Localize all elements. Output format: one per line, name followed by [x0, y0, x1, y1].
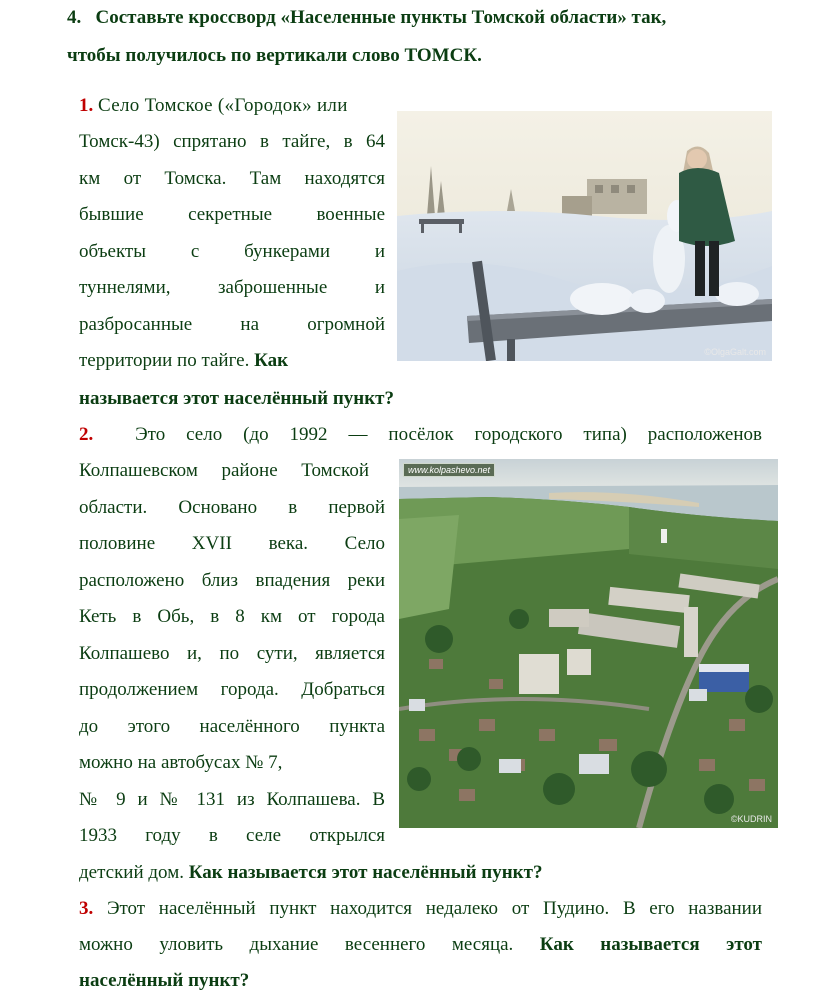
q1-line-7-text: территории по тайге. [79, 350, 255, 371]
q2-line-first [79, 423, 762, 447]
q3-number: 3. [79, 898, 94, 919]
q2-line-0: Колпашевском районе Томской [79, 460, 369, 481]
q2-number: 2. [79, 424, 94, 445]
q1-line-0 [79, 94, 385, 118]
q2-line-1: области. Основано в первой [79, 497, 385, 518]
q2-line-9: № 9 и № 131 из Колпашева. В [79, 789, 385, 810]
q1-line-6: разбросанные на огромной [79, 314, 385, 335]
q1-line-7-bold: Как [254, 350, 289, 371]
q2-line-last [79, 861, 542, 885]
task-text-line1: Составьте кроссворд «Населенные пункты Томской области» так, [95, 7, 667, 28]
q2-photo-svg [399, 459, 778, 828]
q2-line-2: половине XVII века. Село [79, 533, 385, 554]
q1-photo-snow-village [397, 111, 772, 361]
q2-line-6: продолжением города. Добраться [79, 679, 385, 700]
q3-line-3: населённый пункт? [79, 970, 250, 991]
q1-photo-svg [397, 111, 772, 361]
q1-question: называется этот населённый пункт? [79, 388, 395, 409]
q2-question: Как называется этот населённый пункт? [188, 862, 543, 883]
q2-photo-watermark-top: www.kolpashevo.net [403, 463, 495, 477]
q2-last-plain: детский дом. [79, 862, 189, 883]
q2-line-5: Колпашево и, по сути, является [79, 643, 385, 664]
q2-photo-aerial-village [399, 459, 778, 828]
q3-line-1-text: Этот населённый пункт находится недалеко от Пудино. В его названии [106, 898, 763, 919]
q3-line-2-plain: можно уловить дыхание весеннего месяца. [79, 934, 540, 955]
q1-number: 1. [79, 95, 94, 116]
q2-photo-watermark-bottom: ©KUDRIN [730, 814, 772, 824]
q3-line-1 [79, 897, 762, 921]
task-number: 4. [67, 7, 82, 28]
q2-line-3: расположено близ впадения реки [79, 570, 385, 591]
task-text-line2: чтобы получилось по вертикали слово ТОМСК. [67, 45, 482, 66]
q1-line-3: бывшие секретные военные [79, 204, 385, 225]
q1-line-1: Томск-43) спрятано в тайге, в 64 [79, 131, 385, 152]
q2-line-4: Кеть в Обь, в 8 км от города [79, 606, 385, 627]
q1-line-2: км от Томска. Там находятся [79, 168, 385, 189]
q3-line-2 [79, 933, 762, 957]
q1-line-0-text: Село Томское («Городок» или [98, 95, 348, 116]
q2-first-line-text: Это село (до 1992 — посёлок городского типа) расположенов [135, 424, 762, 445]
q1-photo-watermark: ©OlgaGalt.com [704, 347, 766, 357]
q1-line-5: туннелями, заброшенные и [79, 277, 385, 298]
task-heading [67, 6, 666, 30]
q1-line-4: объекты с бункерами и [79, 241, 385, 262]
q2-line-7: до этого населённого пункта [79, 716, 385, 737]
q2-line-10: 1933 году в селе открылся [79, 825, 385, 846]
q3-line-2-bold: Как называется этот [539, 934, 762, 955]
q2-line-8: можно на автобусах № 7, [79, 752, 283, 773]
q1-line-7 [79, 349, 288, 373]
